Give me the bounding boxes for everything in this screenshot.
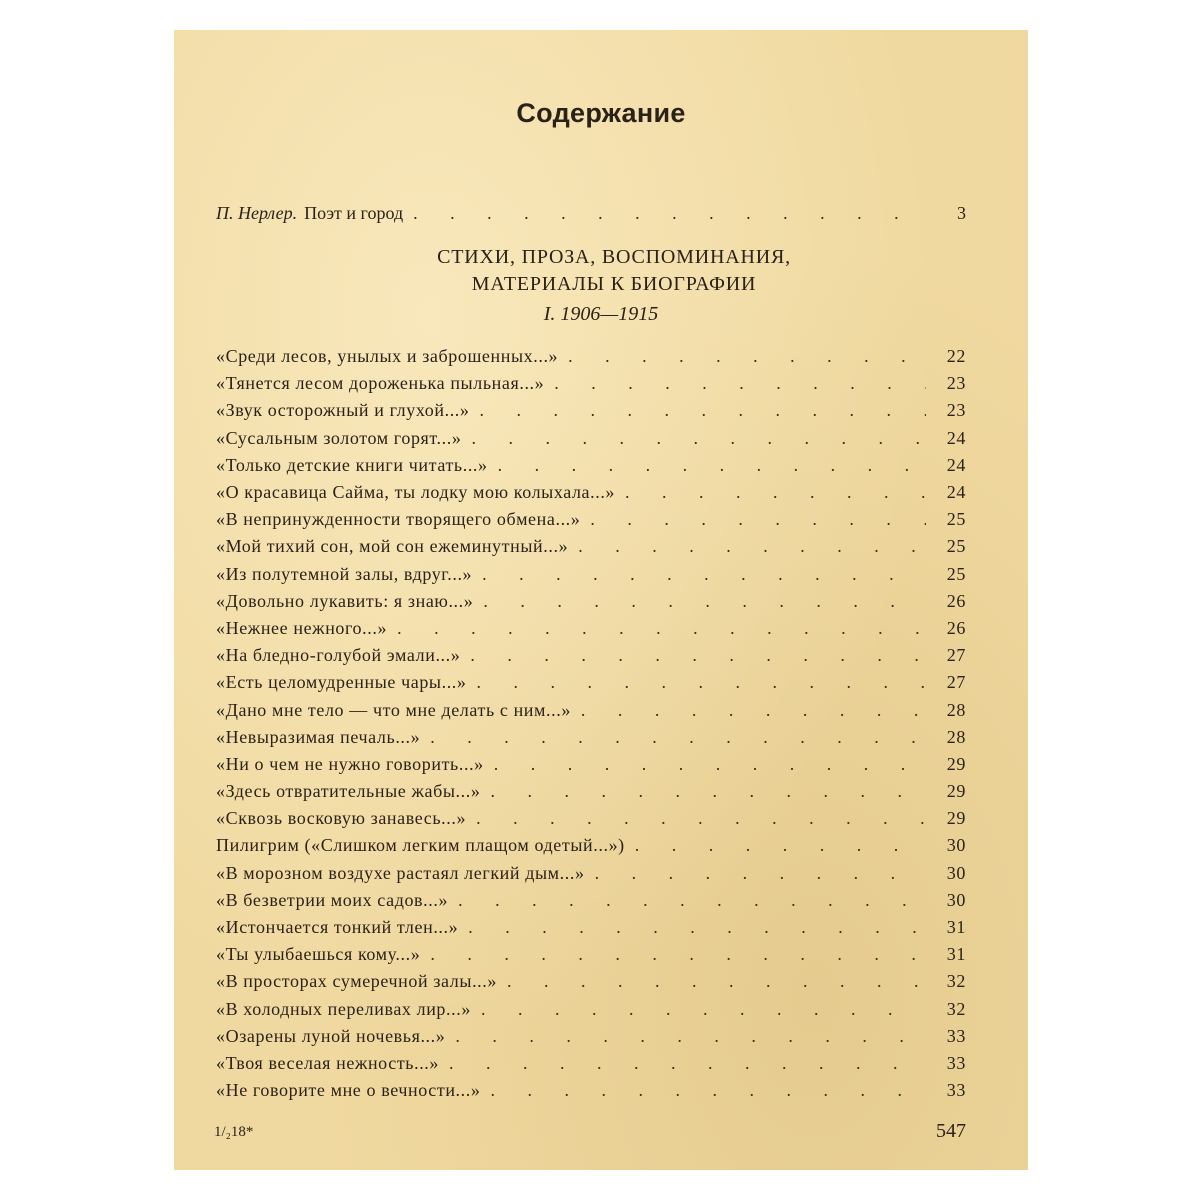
- toc-entry: [216, 561, 966, 588]
- dot-leader: [568, 346, 926, 367]
- dot-leader: [455, 1026, 926, 1047]
- toc-entry-title: «Звук осторожный и глухой...»: [216, 400, 470, 421]
- dot-leader: [476, 808, 926, 829]
- toc-entry-page-number: 28: [946, 699, 966, 720]
- toc-entry-title: «Только детские книги читать...»: [216, 454, 488, 475]
- toc-entry: [216, 479, 966, 506]
- printer-signature: 1/₂18*: [214, 1124, 254, 1140]
- section-heading-line-2: МАТЕРИАЛЫ К БИОГРАФИИ: [471, 273, 757, 295]
- toc-entry: [216, 778, 966, 805]
- toc-entry-title: «Из полутемной залы, вдруг...»: [216, 563, 473, 584]
- toc-entry-page-number: 27: [946, 645, 966, 666]
- dot-leader: [430, 727, 926, 748]
- toc-entry-page-number: 31: [946, 917, 966, 938]
- toc-entry: [216, 452, 966, 479]
- toc-entry: [216, 832, 966, 859]
- intro-page-number: 3: [957, 203, 966, 223]
- dot-leader: [397, 618, 926, 639]
- toc-entry-title: «Не говорите мне о вечности...»: [216, 1080, 481, 1101]
- dot-leader: [471, 428, 926, 449]
- toc-entry: [216, 805, 966, 832]
- toc-entry: [216, 1023, 966, 1050]
- toc-entry: [216, 724, 966, 751]
- dot-leader: [625, 482, 926, 503]
- toc-entry: [216, 696, 966, 723]
- period-heading: I. 1906—1915: [543, 303, 659, 325]
- toc-entry-title: «Озарены луной ночевья...»: [216, 1025, 446, 1046]
- toc-entry: [216, 397, 966, 424]
- dot-leader: [498, 455, 926, 476]
- toc-entry-title: «Нежнее нежного...»: [216, 617, 388, 638]
- toc-entry-title: «Сквозь восковую занавесь...»: [216, 808, 467, 829]
- toc-entry-title: «Тянется лесом дороженька пыльная...»: [216, 373, 545, 394]
- toc-entry-page-number: 32: [946, 998, 966, 1019]
- toc-entry-page-number: 25: [946, 563, 966, 584]
- dot-leader: [635, 835, 926, 856]
- intro-title: Поэт и город: [304, 203, 404, 223]
- toc-entry-title: «Твоя веселая нежность...»: [216, 1052, 439, 1073]
- toc-entry: [216, 506, 966, 533]
- dot-leader: [483, 591, 926, 612]
- toc-intro-entry: [216, 200, 966, 224]
- dot-leader: [590, 509, 926, 530]
- toc-entry-title: «В непринужденности творящего обмена...»: [216, 509, 581, 530]
- toc-entry-page-number: 23: [946, 400, 966, 421]
- toc-entry: [216, 887, 966, 914]
- toc-entry-title: «На бледно-голубой эмали...»: [216, 645, 461, 666]
- dot-leader: [458, 890, 926, 911]
- toc-entry-page-number: 30: [946, 835, 966, 856]
- dot-leader: [482, 564, 926, 585]
- toc-entry: [216, 343, 966, 370]
- toc-entry-title: «Среди лесов, унылых и заброшенных...»: [216, 346, 559, 367]
- toc-entry: [216, 968, 966, 995]
- toc-entry-title: «Ты улыбаешься кому...»: [216, 944, 421, 965]
- toc-entry: [216, 370, 966, 397]
- toc-entry-page-number: 32: [946, 971, 966, 992]
- toc-entry-page-number: 33: [946, 1025, 966, 1046]
- toc-entry-title: «Невыразимая печаль...»: [216, 726, 421, 747]
- toc-entry: [216, 1050, 966, 1077]
- dot-leader: [480, 400, 927, 421]
- dot-leader: [470, 645, 926, 666]
- toc-entry-title: «Истончается тонкий тлен...»: [216, 917, 459, 938]
- dot-leader: [468, 917, 926, 938]
- dot-leader: [507, 971, 926, 992]
- dot-leader: [490, 781, 926, 802]
- toc-entry-page-number: 24: [946, 482, 966, 503]
- dot-leader: [494, 754, 926, 775]
- dot-leader: [477, 672, 926, 693]
- toc-entry-page-number: 33: [946, 1080, 966, 1101]
- toc-entry-page-number: 26: [946, 590, 966, 611]
- toc-entry-page-number: 24: [946, 427, 966, 448]
- toc-entry: [216, 941, 966, 968]
- toc-entry-page-number: 29: [946, 753, 966, 774]
- dot-leader: [413, 203, 926, 224]
- toc-entry-page-number: 25: [946, 536, 966, 557]
- toc-entry-title: Пилигрим («Слишком легким плащом одетый...»): [216, 835, 625, 856]
- toc-entry-title: «Есть целомудренные чары...»: [216, 672, 467, 693]
- toc-entry-title: «Здесь отвратительные жабы...»: [216, 781, 481, 802]
- toc-entry: [216, 996, 966, 1023]
- page-title: Содержание: [516, 98, 686, 128]
- toc-entry-page-number: 27: [946, 672, 966, 693]
- toc-entry-page-number: 29: [946, 781, 966, 802]
- toc-entry: [216, 860, 966, 887]
- dot-leader: [595, 863, 926, 884]
- book-page: [174, 30, 1028, 1170]
- toc-entry-title: «В морозном воздухе растаял легкий дым...»: [216, 862, 585, 883]
- toc-entry: [216, 425, 966, 452]
- toc-entry-title: «В просторах сумеречной залы...»: [216, 971, 497, 992]
- toc-entry: [216, 914, 966, 941]
- toc-entry-page-number: 28: [946, 726, 966, 747]
- toc-entry: [216, 615, 966, 642]
- toc-entry-title: «Довольно лукавить: я знаю...»: [216, 590, 474, 611]
- toc-entry: [216, 1077, 966, 1104]
- intro-author: П. Нерлер.: [216, 203, 298, 223]
- footer-page-number: 547: [936, 1120, 966, 1142]
- dot-leader: [581, 700, 926, 721]
- toc-entry-title: «В безветрии моих садов...»: [216, 889, 449, 910]
- toc-entry: [216, 669, 966, 696]
- dot-leader: [430, 944, 926, 965]
- toc-entry-page-number: 24: [946, 454, 966, 475]
- toc-entry-title: «Сусальным золотом горят...»: [216, 427, 462, 448]
- toc-entry-page-number: 22: [946, 346, 966, 367]
- toc-entry-title: «Дано мне тело — что мне делать с ним...»: [216, 699, 571, 720]
- toc-entry-page-number: 31: [946, 944, 966, 965]
- toc-entry-title: «В холодных переливах лир...»: [216, 998, 471, 1019]
- toc-entry-title: «О красавица Сайма, ты лодку мою колыхала...»: [216, 482, 616, 503]
- dot-leader: [449, 1053, 926, 1074]
- dot-leader: [490, 1080, 926, 1101]
- toc-entry: [216, 588, 966, 615]
- toc-entry-page-number: 33: [946, 1052, 966, 1073]
- toc-entry-title: «Мой тихий сон, мой сон ежеминутный...»: [216, 536, 569, 557]
- toc-entry-title: «Ни о чем не нужно говорить...»: [216, 753, 484, 774]
- dot-leader: [481, 999, 926, 1020]
- dot-leader: [554, 373, 926, 394]
- toc-entry-page-number: 30: [946, 862, 966, 883]
- dot-leader: [578, 536, 926, 557]
- toc-entry: [216, 533, 966, 560]
- toc-entry-page-number: 30: [946, 889, 966, 910]
- toc-entry: [216, 642, 966, 669]
- toc-entry-page-number: 26: [946, 617, 966, 638]
- toc-entry: [216, 751, 966, 778]
- toc-entry-page-number: 29: [946, 808, 966, 829]
- toc-list: [216, 343, 966, 1104]
- toc-entry-page-number: 25: [946, 509, 966, 530]
- section-heading-line-1: СТИХИ, ПРОЗА, ВОСПОМИНАНИЯ,: [437, 246, 791, 268]
- toc-entry-page-number: 23: [946, 373, 966, 394]
